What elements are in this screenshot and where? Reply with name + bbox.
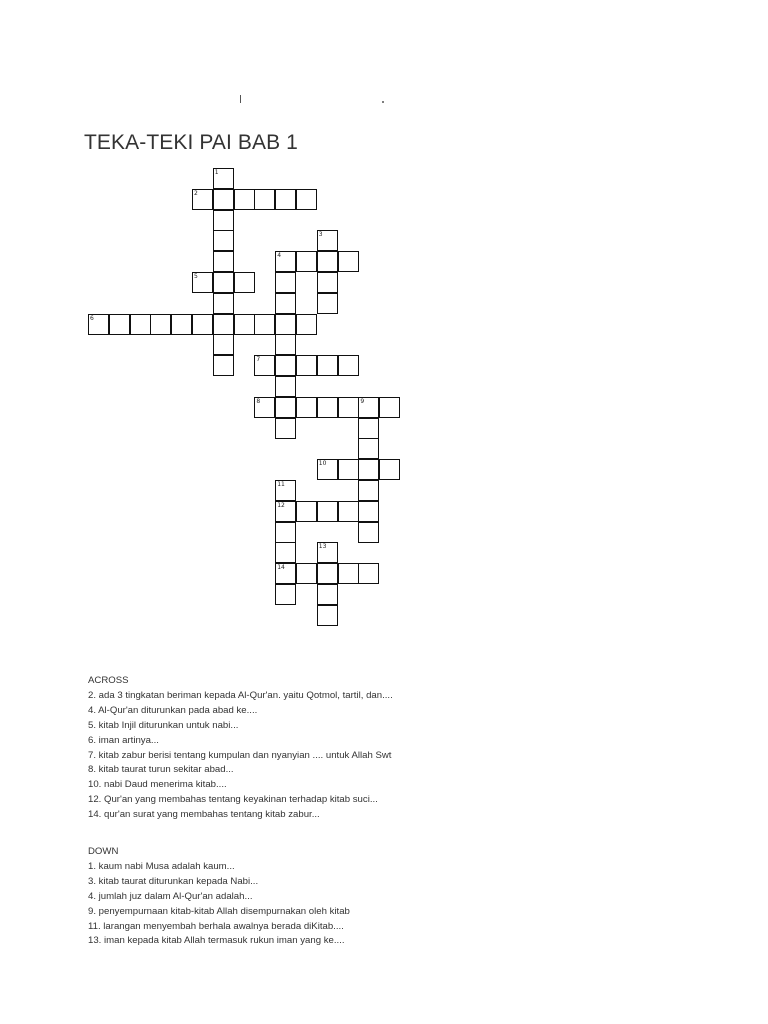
crossword-cell[interactable] — [234, 189, 255, 210]
crossword-cell[interactable] — [296, 251, 317, 272]
crossword-cell[interactable] — [254, 355, 275, 376]
crossword-cell[interactable] — [254, 314, 275, 335]
cell-number: 12 — [277, 501, 285, 509]
crossword-cell[interactable] — [296, 501, 317, 522]
crossword-cell[interactable] — [275, 189, 296, 210]
crossword-cell[interactable] — [171, 314, 192, 335]
cell-number: 11 — [277, 481, 285, 488]
cell-number: 6 — [90, 314, 94, 322]
crossword-cell[interactable] — [213, 272, 234, 293]
clue-down-4: 4. jumlah juz dalam Al-Qur'an adalah... — [88, 890, 253, 902]
crossword-cell[interactable] — [338, 563, 359, 584]
crossword-cell[interactable] — [213, 334, 234, 355]
cell-number: 7 — [256, 356, 261, 364]
crossword-cell[interactable] — [109, 314, 130, 335]
crossword-cell[interactable] — [358, 501, 379, 522]
crossword-cell[interactable] — [234, 314, 255, 335]
crossword-cell[interactable] — [317, 501, 338, 522]
clue-across-8: 8. kitab taurat turun sekitar abad... — [88, 764, 234, 776]
clue-across-14: 14. qur'an surat yang membahas tentang kitab zabur... — [88, 809, 320, 821]
cell-number: 5 — [194, 273, 198, 280]
crossword-cell[interactable] — [317, 542, 338, 563]
crossword-cell[interactable] — [275, 418, 296, 439]
cell-number: 1 — [214, 169, 219, 176]
crossword-cell[interactable] — [358, 418, 379, 439]
crossword-cell[interactable] — [130, 314, 151, 335]
crossword-cell[interactable] — [275, 314, 296, 335]
crossword-cell[interactable] — [296, 314, 317, 335]
crossword-cell[interactable] — [192, 189, 213, 210]
cell-number: 8 — [256, 397, 261, 405]
cell-number: 4 — [277, 252, 282, 260]
clue-across-5: 5. kitab Injil diturunkan untuk nabi... — [88, 719, 239, 731]
crossword-cell[interactable] — [275, 355, 296, 376]
crossword-cell[interactable] — [338, 251, 359, 272]
crossword-cell[interactable] — [275, 251, 296, 272]
crossword-cell[interactable] — [275, 397, 296, 418]
cell-number: 2 — [194, 189, 198, 197]
crossword-cell[interactable] — [317, 230, 338, 251]
crossword-cell[interactable] — [275, 522, 296, 543]
crossword-cell[interactable] — [213, 314, 234, 335]
crossword-cell[interactable] — [317, 459, 338, 480]
cell-number: 9 — [360, 397, 365, 405]
crossword-cell[interactable] — [88, 314, 109, 335]
clue-across-2: 2. ada 3 tingkatan beriman kepada Al-Qur'an. yaitu Qotmol, tartil, dan.... — [88, 689, 393, 701]
crossword-cell[interactable] — [379, 459, 400, 480]
crossword-cell[interactable] — [296, 563, 317, 584]
clue-down-1: 1. kaum nabi Musa adalah kaum... — [88, 860, 235, 872]
crossword-cell[interactable] — [213, 168, 234, 189]
crossword-cell[interactable] — [213, 230, 234, 251]
crossword-cell[interactable] — [338, 397, 359, 418]
crossword-cell[interactable] — [275, 563, 296, 584]
crossword-cell[interactable] — [213, 251, 234, 272]
crossword-cell[interactable] — [358, 397, 379, 418]
crossword-cell[interactable] — [317, 355, 338, 376]
crossword-cell[interactable] — [275, 584, 296, 605]
crossword-cell[interactable] — [338, 501, 359, 522]
clue-across-7: 7. kitab zabur berisi tentang kumpulan dan nyanyian .... untuk Allah Swt — [88, 749, 392, 761]
crossword-cell[interactable] — [213, 355, 234, 376]
down-clues — [88, 845, 350, 949]
crossword-cell[interactable] — [192, 272, 213, 293]
crossword-cell[interactable] — [296, 189, 317, 210]
crossword-cell[interactable] — [275, 376, 296, 397]
crossword-cell[interactable] — [275, 480, 296, 501]
crossword-cell[interactable] — [275, 334, 296, 355]
clue-down-9: 9. penyempurnaan kitab-kitab Allah disempurnakan oleh kitab — [88, 905, 350, 917]
cell-number: 10 — [318, 460, 327, 468]
page-title: TEKA-TEKI PAI BAB 1 — [84, 131, 298, 154]
crossword-cell[interactable] — [338, 355, 359, 376]
crossword-cell[interactable] — [192, 314, 213, 335]
crossword-cell[interactable] — [275, 272, 296, 293]
crossword-cell[interactable] — [317, 584, 338, 605]
crossword-cell[interactable] — [358, 563, 379, 584]
clue-down-13: 13. iman kepada kitab Allah termasuk rukun iman yang ke.... — [88, 935, 345, 947]
clue-down-3: 3. kitab taurat diturunkan kepada Nabi... — [88, 875, 259, 887]
crossword-cell[interactable] — [317, 605, 338, 626]
across-heading: ACROSS — [88, 675, 129, 686]
crossword-cell[interactable] — [275, 501, 296, 522]
crossword-cell[interactable] — [358, 480, 379, 501]
cell-number: 14 — [277, 564, 285, 572]
crossword-cell[interactable] — [254, 397, 275, 418]
crossword-cell[interactable] — [379, 397, 400, 418]
clue-across-6: 6. iman artinya... — [88, 734, 159, 746]
crossword-cell[interactable] — [317, 397, 338, 418]
crossword-cell[interactable] — [317, 272, 338, 293]
crossword-cell[interactable] — [296, 397, 317, 418]
crossword-cell[interactable] — [213, 210, 234, 231]
crossword-cell[interactable] — [150, 314, 171, 335]
cell-number: 3 — [318, 231, 323, 239]
crossword-cell[interactable] — [358, 522, 379, 543]
crossword-cell[interactable] — [358, 459, 379, 480]
crossword-cell[interactable] — [296, 355, 317, 376]
crossword-cell[interactable] — [254, 189, 275, 210]
clue-across-12: 12. Qur'an yang membahas tentang keyakinan terhadap kitab suci... — [88, 794, 378, 806]
crossword-cell[interactable] — [213, 189, 234, 210]
down-heading: DOWN — [88, 846, 119, 857]
crossword-cell[interactable] — [317, 251, 338, 272]
crossword-cell[interactable] — [317, 563, 338, 584]
crossword-cell[interactable] — [275, 542, 296, 563]
clue-across-10: 10. nabi Daud menerima kitab.... — [88, 779, 227, 791]
crossword-cell[interactable] — [213, 293, 234, 314]
crossword-cell[interactable] — [358, 438, 379, 459]
crossword-cell[interactable] — [234, 272, 255, 293]
clue-across-4: 4. Al-Qur'an diturunkan pada abad ke.... — [88, 704, 258, 716]
clue-down-11: 11. larangan menyembah berhala awalnya berada diKitab.... — [88, 920, 344, 932]
cell-number: 13 — [318, 543, 327, 551]
crossword-cell[interactable] — [338, 459, 359, 480]
across-clues — [88, 674, 393, 823]
crossword-cell[interactable] — [317, 293, 338, 314]
crossword-cell[interactable] — [275, 293, 296, 314]
